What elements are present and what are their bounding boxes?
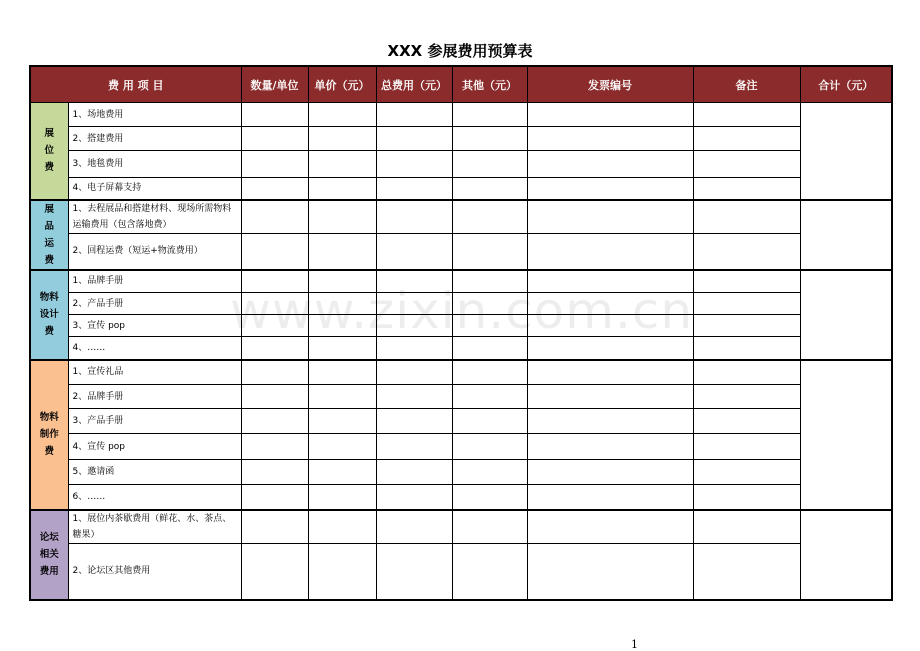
blank-cell[interactable] xyxy=(452,293,527,315)
blank-cell[interactable] xyxy=(693,385,800,409)
section-total-cell[interactable] xyxy=(800,103,892,200)
blank-cell[interactable] xyxy=(308,485,376,510)
blank-cell[interactable] xyxy=(693,178,800,200)
blank-cell[interactable] xyxy=(376,178,452,200)
section-total-cell[interactable] xyxy=(800,510,892,600)
blank-cell[interactable] xyxy=(308,234,376,270)
blank-cell[interactable] xyxy=(527,178,693,200)
blank-cell[interactable] xyxy=(308,409,376,434)
blank-cell[interactable] xyxy=(376,544,452,600)
blank-cell[interactable] xyxy=(241,151,308,178)
item-cell: 1、宣传礼品 xyxy=(68,360,241,385)
blank-cell[interactable] xyxy=(527,360,693,385)
blank-cell[interactable] xyxy=(376,200,452,234)
blank-cell[interactable] xyxy=(241,234,308,270)
blank-cell[interactable] xyxy=(527,293,693,315)
blank-cell[interactable] xyxy=(527,200,693,234)
blank-cell[interactable] xyxy=(241,434,308,460)
category-cell: 物料 设计 费 xyxy=(30,270,68,360)
blank-cell[interactable] xyxy=(308,510,376,544)
header-cell: 总费用（元） xyxy=(376,66,452,103)
blank-cell[interactable] xyxy=(452,409,527,434)
table-row xyxy=(30,409,892,434)
blank-cell[interactable] xyxy=(241,178,308,200)
table-row xyxy=(30,337,892,360)
blank-cell[interactable] xyxy=(452,234,527,270)
table-row xyxy=(30,544,892,600)
table-row xyxy=(30,360,892,385)
blank-cell[interactable] xyxy=(693,200,800,234)
budget-table xyxy=(29,65,893,601)
blank-cell[interactable] xyxy=(376,234,452,270)
blank-cell[interactable] xyxy=(527,151,693,178)
blank-cell[interactable] xyxy=(693,485,800,510)
blank-cell[interactable] xyxy=(452,178,527,200)
blank-cell[interactable] xyxy=(527,485,693,510)
table-row xyxy=(30,234,892,270)
blank-cell[interactable] xyxy=(452,270,527,293)
header-cell: 合计（元） xyxy=(800,66,892,103)
blank-cell[interactable] xyxy=(308,178,376,200)
blank-cell[interactable] xyxy=(452,200,527,234)
category-cell: 物料 制作 费 xyxy=(30,360,68,510)
blank-cell[interactable] xyxy=(376,293,452,315)
table-row xyxy=(30,127,892,151)
blank-cell[interactable] xyxy=(527,460,693,485)
header-row xyxy=(30,66,892,103)
table-row xyxy=(30,434,892,460)
item-cell: 2、回程运费（短运+物流费用） xyxy=(68,234,241,270)
blank-cell[interactable] xyxy=(693,434,800,460)
blank-cell[interactable] xyxy=(693,337,800,360)
blank-cell[interactable] xyxy=(693,103,800,127)
blank-cell[interactable] xyxy=(452,360,527,385)
blank-cell[interactable] xyxy=(308,385,376,409)
item-cell: 1、场地费用 xyxy=(68,103,241,127)
blank-cell[interactable] xyxy=(376,460,452,485)
blank-cell[interactable] xyxy=(452,151,527,178)
blank-cell[interactable] xyxy=(308,127,376,151)
blank-cell[interactable] xyxy=(693,234,800,270)
blank-cell[interactable] xyxy=(452,460,527,485)
blank-cell[interactable] xyxy=(452,434,527,460)
blank-cell[interactable] xyxy=(376,270,452,293)
category-cell: 论坛 相关 费用 xyxy=(30,510,68,600)
blank-cell[interactable] xyxy=(452,385,527,409)
blank-cell[interactable] xyxy=(693,293,800,315)
page-number: 1 xyxy=(631,638,638,651)
header-cell: 单价（元） xyxy=(308,66,376,103)
page-title: XXX 参展费用预算表 xyxy=(387,42,533,60)
header-cell: 数量/单位 xyxy=(241,66,308,103)
blank-cell[interactable] xyxy=(693,510,800,544)
blank-cell[interactable] xyxy=(241,510,308,544)
blank-cell[interactable] xyxy=(241,360,308,385)
blank-cell[interactable] xyxy=(527,270,693,293)
blank-cell[interactable] xyxy=(693,127,800,151)
item-cell: 4、宣传 pop xyxy=(68,434,241,460)
table-row xyxy=(30,103,892,127)
blank-cell[interactable] xyxy=(527,434,693,460)
header-cell: 备注 xyxy=(693,66,800,103)
table-row xyxy=(30,315,892,337)
blank-cell[interactable] xyxy=(693,315,800,337)
blank-cell[interactable] xyxy=(241,544,308,600)
header-cell: 其他（元） xyxy=(452,66,527,103)
item-cell: 3、宣传 pop xyxy=(68,315,241,337)
blank-cell[interactable] xyxy=(376,485,452,510)
blank-cell[interactable] xyxy=(693,151,800,178)
blank-cell[interactable] xyxy=(376,315,452,337)
blank-cell[interactable] xyxy=(527,315,693,337)
blank-cell[interactable] xyxy=(308,460,376,485)
item-cell: 1、去程展品和搭建材料、现场所需物料运输费用（包含落地费） xyxy=(68,200,241,234)
blank-cell[interactable] xyxy=(452,127,527,151)
table-row xyxy=(30,485,892,510)
table-row xyxy=(30,385,892,409)
blank-cell[interactable] xyxy=(241,337,308,360)
blank-cell[interactable] xyxy=(527,234,693,270)
blank-cell[interactable] xyxy=(376,337,452,360)
blank-cell[interactable] xyxy=(308,151,376,178)
category-cell: 展 品 运 费 xyxy=(30,200,68,270)
blank-cell[interactable] xyxy=(376,510,452,544)
item-cell: 4、…… xyxy=(68,337,241,360)
blank-cell[interactable] xyxy=(527,510,693,544)
blank-cell[interactable] xyxy=(527,103,693,127)
blank-cell[interactable] xyxy=(452,544,527,600)
blank-cell[interactable] xyxy=(376,409,452,434)
table-row xyxy=(30,270,892,293)
item-cell: 2、论坛区其他费用 xyxy=(68,544,241,600)
blank-cell[interactable] xyxy=(527,385,693,409)
table-row xyxy=(30,510,892,544)
blank-cell[interactable] xyxy=(241,200,308,234)
table-row xyxy=(30,151,892,178)
table-row xyxy=(30,293,892,315)
blank-cell[interactable] xyxy=(693,409,800,434)
blank-cell[interactable] xyxy=(308,315,376,337)
category-cell: 展 位 费 xyxy=(30,103,68,200)
blank-cell[interactable] xyxy=(241,315,308,337)
blank-cell[interactable] xyxy=(452,337,527,360)
blank-cell[interactable] xyxy=(241,270,308,293)
blank-cell[interactable] xyxy=(452,485,527,510)
blank-cell[interactable] xyxy=(376,360,452,385)
blank-cell[interactable] xyxy=(527,544,693,600)
item-cell: 2、产品手册 xyxy=(68,293,241,315)
blank-cell[interactable] xyxy=(241,485,308,510)
blank-cell[interactable] xyxy=(241,127,308,151)
blank-cell[interactable] xyxy=(241,460,308,485)
blank-cell[interactable] xyxy=(527,409,693,434)
blank-cell[interactable] xyxy=(241,409,308,434)
blank-cell[interactable] xyxy=(693,544,800,600)
blank-cell[interactable] xyxy=(376,151,452,178)
blank-cell[interactable] xyxy=(452,103,527,127)
blank-cell[interactable] xyxy=(527,127,693,151)
blank-cell[interactable] xyxy=(376,385,452,409)
item-cell: 1、展位内茶歇费用（鲜花、水、茶点、糖果） xyxy=(68,510,241,544)
table-row xyxy=(30,178,892,200)
blank-cell[interactable] xyxy=(308,200,376,234)
blank-cell[interactable] xyxy=(376,103,452,127)
item-cell: 4、电子屏幕支持 xyxy=(68,178,241,200)
blank-cell[interactable] xyxy=(241,385,308,409)
watermark: www.zixin.com.cn xyxy=(230,282,694,340)
blank-cell[interactable] xyxy=(308,103,376,127)
blank-cell[interactable] xyxy=(376,434,452,460)
blank-cell[interactable] xyxy=(308,293,376,315)
blank-cell[interactable] xyxy=(693,360,800,385)
header-cell: 费 用 项 目 xyxy=(30,66,241,103)
blank-cell[interactable] xyxy=(308,337,376,360)
section-total-cell[interactable] xyxy=(800,200,892,270)
blank-cell[interactable] xyxy=(376,127,452,151)
blank-cell[interactable] xyxy=(527,337,693,360)
blank-cell[interactable] xyxy=(693,460,800,485)
blank-cell[interactable] xyxy=(308,270,376,293)
blank-cell[interactable] xyxy=(452,315,527,337)
blank-cell[interactable] xyxy=(693,270,800,293)
blank-cell[interactable] xyxy=(241,103,308,127)
item-cell: 3、地毯费用 xyxy=(68,151,241,178)
blank-cell[interactable] xyxy=(241,293,308,315)
item-cell: 2、品牌手册 xyxy=(68,385,241,409)
blank-cell[interactable] xyxy=(308,544,376,600)
header-cell: 发票编号 xyxy=(527,66,693,103)
item-cell: 5、邀请函 xyxy=(68,460,241,485)
item-cell: 1、品牌手册 xyxy=(68,270,241,293)
table-row xyxy=(30,460,892,485)
item-cell: 3、产品手册 xyxy=(68,409,241,434)
section-total-cell[interactable] xyxy=(800,360,892,510)
blank-cell[interactable] xyxy=(308,434,376,460)
table-row xyxy=(30,200,892,234)
section-total-cell[interactable] xyxy=(800,270,892,360)
blank-cell[interactable] xyxy=(452,510,527,544)
blank-cell[interactable] xyxy=(308,360,376,385)
item-cell: 6、…… xyxy=(68,485,241,510)
item-cell: 2、搭建费用 xyxy=(68,127,241,151)
